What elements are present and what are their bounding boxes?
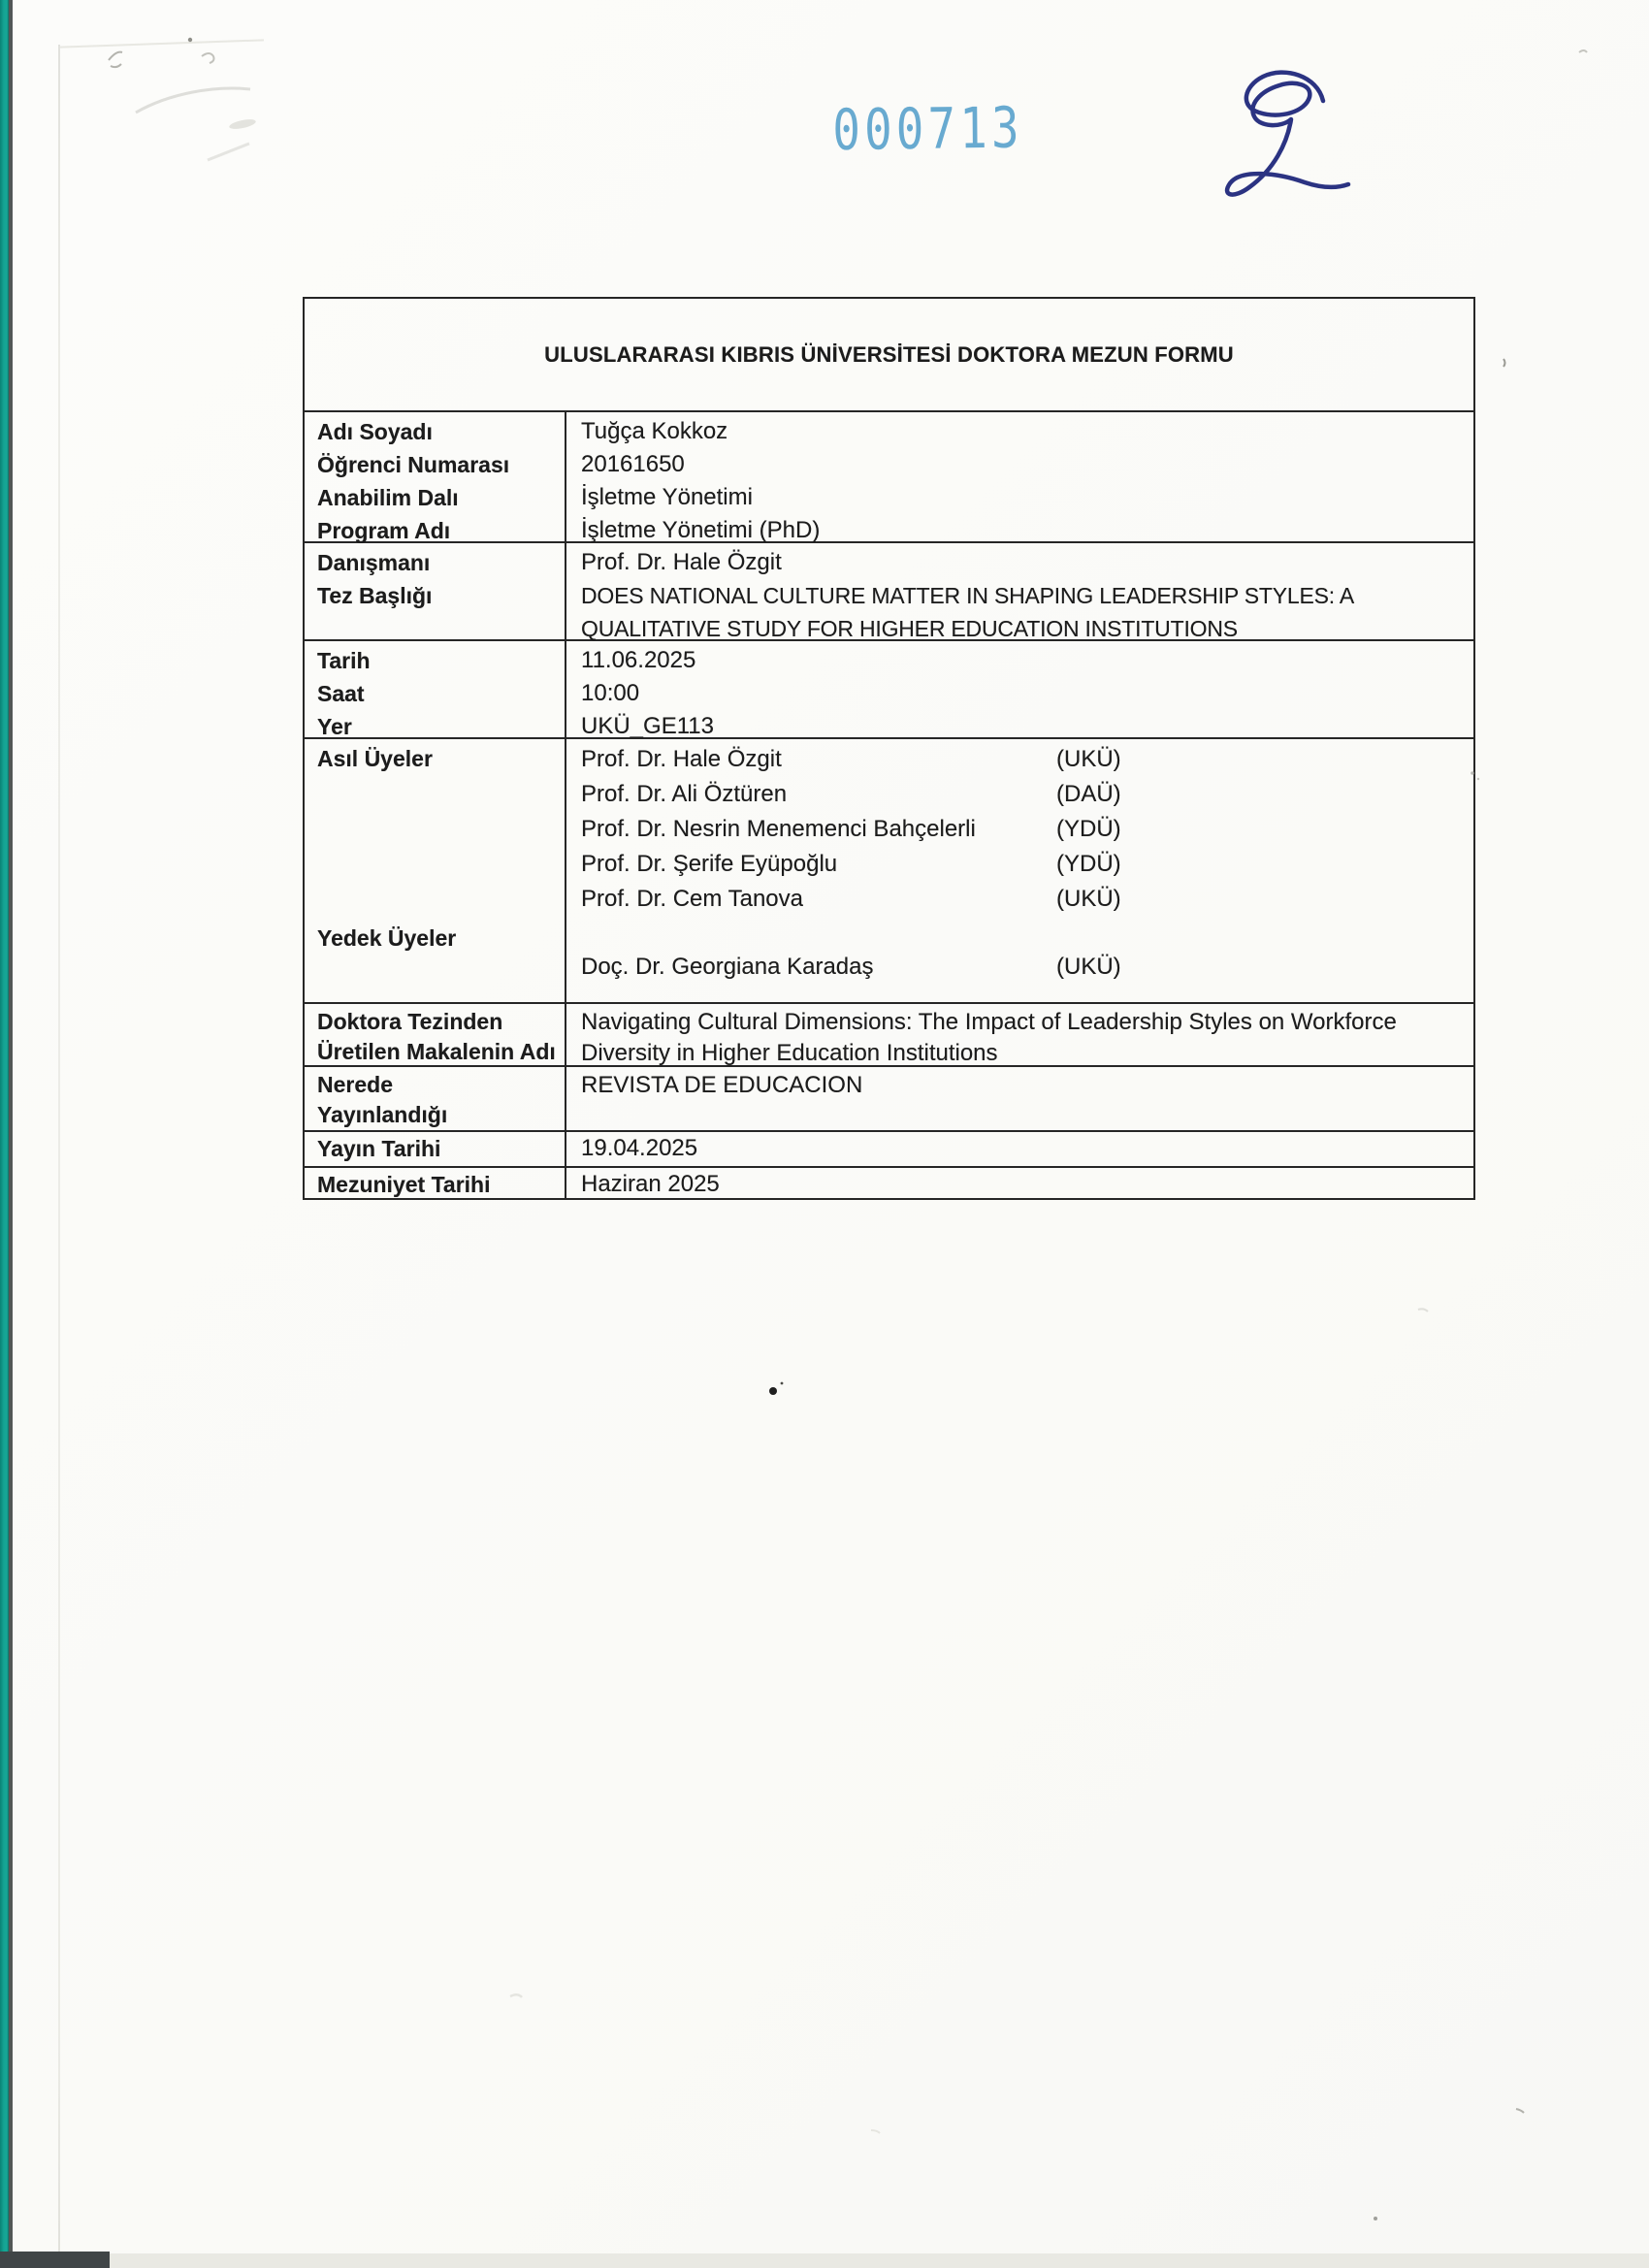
article-title-line: Diversity in Higher Education Institutions [581, 1040, 998, 1066]
member-name: Prof. Dr. Şerife Eyüpoğlu [581, 851, 838, 877]
member-name: Prof. Dr. Ali Öztüren [581, 781, 788, 807]
field-label: Tarih [317, 648, 371, 673]
paper-left-edge [58, 45, 60, 2252]
field-label: Yer [317, 714, 352, 739]
publish-date-value [566, 1132, 1473, 1166]
graduation-date-label [305, 1168, 566, 1198]
field-label: Adı Soyadı [317, 419, 433, 444]
row-committee [305, 737, 1473, 1002]
journal-name: REVISTA DE EDUCACION [581, 1072, 863, 1098]
row-graduation-date [305, 1166, 1473, 1198]
field-label: Mezuniyet Tarihi [317, 1172, 491, 1197]
row-defense-schedule [305, 639, 1473, 737]
committee-member [581, 847, 1464, 882]
defense-date: 11.06.2025 [581, 647, 696, 673]
committee-member [581, 742, 1464, 777]
student-number: 20161650 [581, 451, 685, 477]
member-affiliation: (YDÜ) [1056, 851, 1121, 877]
stamp-serial-number: 000713 [832, 94, 1023, 163]
row-student-info [305, 410, 1473, 541]
graduation-date-value [566, 1168, 1473, 1198]
member-name: Prof. Dr. Hale Özgit [581, 746, 782, 772]
field-label: Tez Başlığı [317, 583, 433, 608]
department: İşletme Yönetimi [581, 484, 753, 510]
defense-time: 10:00 [581, 680, 640, 706]
substitute-member [581, 950, 1464, 985]
student-info-labels [305, 412, 566, 541]
field-label: Asıl Üyeler [317, 746, 433, 771]
article-title [566, 1004, 1473, 1065]
row-publish-date [305, 1130, 1473, 1166]
field-label: Yayınlandığı [317, 1102, 448, 1127]
article-labels [305, 1004, 566, 1065]
member-name: Doç. Dr. Georgiana Karadaş [581, 954, 874, 980]
row-published-in [305, 1065, 1473, 1130]
thesis-title-line: DOES NATIONAL CULTURE MATTER IN SHAPING LEADERSHIP STYLES: A [581, 583, 1355, 608]
row-article-title [305, 1002, 1473, 1065]
field-label: Doktora Tezinden [317, 1009, 503, 1034]
member-affiliation: (UKÜ) [1056, 886, 1121, 912]
row-advisor-thesis [305, 541, 1473, 639]
defense-place: UKÜ_GE113 [581, 713, 714, 739]
thesis-title-line: QUALITATIVE STUDY FOR HIGHER EDUCATION INSTITUTIONS [581, 616, 1238, 641]
advisor-thesis-values [566, 543, 1473, 639]
member-name: Prof. Dr. Nesrin Menemenci Bahçelerli [581, 816, 976, 842]
article-title-line: Navigating Cultural Dimensions: The Impact of Leadership Styles on Workforce [581, 1009, 1397, 1035]
member-affiliation: (YDÜ) [1056, 816, 1121, 842]
committee-member [581, 777, 1464, 812]
scanner-edge-shadow [9, 0, 13, 2254]
field-label: Yayın Tarihi [317, 1136, 441, 1161]
publish-date-label [305, 1132, 566, 1166]
field-label: Program Adı [317, 518, 451, 543]
member-name: Prof. Dr. Cem Tanova [581, 886, 803, 912]
graduation-form-table [303, 297, 1475, 1200]
field-label: Öğrenci Numarası [317, 452, 510, 477]
advisor-name: Prof. Dr. Hale Özgit [581, 549, 782, 575]
student-name: Tuğça Kokkoz [581, 418, 728, 444]
field-label: Danışmanı [317, 550, 431, 575]
field-label: Nerede [317, 1072, 393, 1097]
committee-members [566, 739, 1473, 1002]
form-title-row [305, 299, 1473, 410]
member-affiliation: (UKÜ) [1056, 746, 1121, 772]
field-label: Üretilen Makalenin Adı [317, 1039, 556, 1064]
published-in-value [566, 1067, 1473, 1130]
form-title: ULUSLARARASI KIBRIS ÜNİVERSİTESİ DOKTORA MEZUN FORMU [544, 341, 1234, 367]
program: İşletme Yönetimi (PhD) [581, 517, 821, 543]
paper-top-edge [60, 39, 264, 48]
defense-values [566, 641, 1473, 737]
scan-bottom-band [0, 2253, 1649, 2268]
publish-date: 19.04.2025 [581, 1135, 698, 1161]
field-label: Anabilim Dalı [317, 485, 459, 510]
graduation-date: Haziran 2025 [581, 1171, 720, 1197]
signature-scribble-icon [1199, 56, 1374, 221]
published-in-labels [305, 1067, 566, 1130]
committee-member [581, 882, 1464, 917]
scanner-edge-green-strip [0, 0, 9, 2254]
scan-bottom-corner-shadow [0, 2252, 110, 2268]
committee-member [581, 812, 1464, 847]
member-affiliation: (UKÜ) [1056, 954, 1121, 980]
committee-labels [305, 739, 566, 1002]
advisor-thesis-labels [305, 543, 566, 639]
student-info-values [566, 412, 1473, 541]
member-affiliation: (DAÜ) [1056, 781, 1121, 807]
field-label: Yedek Üyeler [317, 925, 457, 951]
defense-labels [305, 641, 566, 737]
field-label: Saat [317, 681, 365, 706]
